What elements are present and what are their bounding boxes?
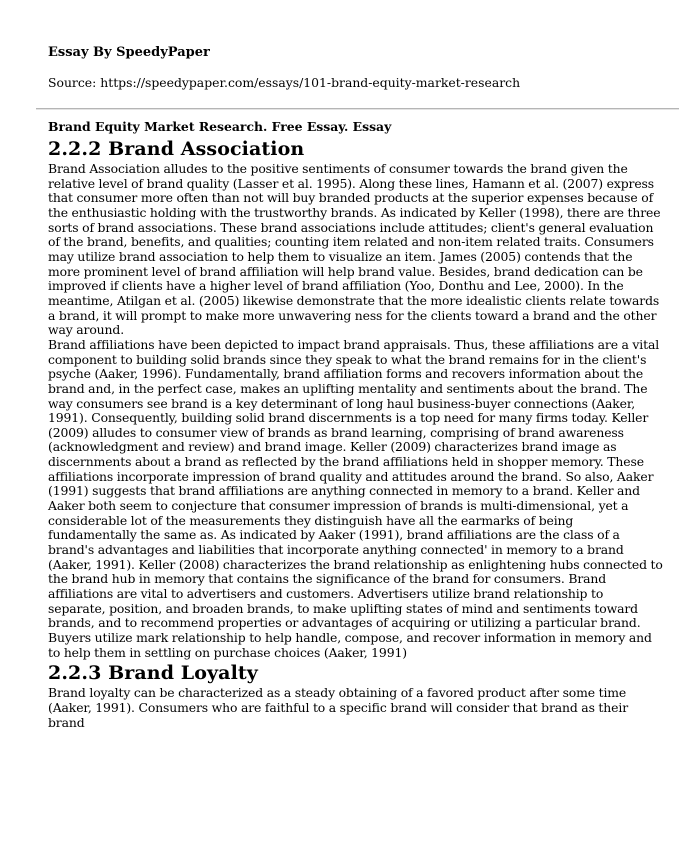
paragraph-brand-loyalty-1: Brand loyalty can be characterized as a steady obtaining of a favored product after some time (Aaker, 1991). Consumers who are faithful to a specific brand will consider that brand as their brand: [48, 685, 629, 730]
essay-content: [48, 118, 664, 730]
document-title: Brand Equity Market Research. Free Essay. Essay: [48, 119, 392, 134]
paragraph-brand-association-1: Brand Association alludes to the positive sentiments of consumer towards the brand given the relative level of brand quality (Lasser et al. 1995). Along these lines, Hamann et al. (2007) express that consumer more often than not will buy branded products at the superior expenses because of the enthusiastic holding with the trustworthy brands. As indicated by Keller (1998), there are three sorts of brand associations. These brand associations include attitudes; client's general evaluation of the brand, benefits, and qualities; counting item related and non-item related traits. Consumers may utilize brand association to help them to visualize an item. James (2005) contends that the more prominent level of brand affiliation will help brand value. Besides, brand dedication can be improved if clients have a higher level of brand affiliation (Yoo, Donthu and Lee, 2000). In the meantime, Atilgan et al. (2005) likewise demonstrate that the more idealistic clients relate towards a brand, it will prompt to make more unwavering ness for the clients toward a brand and the other way around.: [48, 161, 661, 338]
site-title: Essay By SpeedyPaper: [48, 45, 210, 60]
section-heading-brand-association: 2.2.2 Brand Association: [48, 138, 305, 160]
section-heading-brand-loyalty: 2.2.3 Brand Loyalty: [48, 662, 258, 685]
page-header: [48, 44, 658, 92]
paragraph-brand-association-2: Brand affiliations have been depicted to impact brand appraisals. Thus, these affiliations are a vital component to building solid brands since they speak to what the brand remains for in the client's psyche (Aaker, 1996). Fundamentally, brand affiliation forms and recovers information about the brand and, in the perfect case, makes an uplifting mentality and sentiments about the brand. The way consumers see brand is a key determinant of long haul business-buyer connections (Aaker, 1991). Consequently, building solid brand discernments is a top need for many firms today. Keller (2009) alludes to consumer view of brands as brand learning, comprising of brand awareness (acknowledgment and review) and brand image. Keller (2009) characterizes brand image as discernments about a brand as reflected by the brand affiliations held in shopper memory. These affiliations incorporate impression of brand quality and attitudes around the brand. So also, Aaker (1991) suggests that brand affiliations are anything connected in memory to a brand. Keller and Aaker both seem to conjecture that consumer impression of brands is multi-dimensional, yet a considerable lot of the measurements they distinguish have all the earmarks of being fundamentally the same as. As indicated by Aaker (1991), brand affiliations are the class of a brand's advantages and liabilities that incorporate anything connected' in memory to a brand (Aaker, 1991). Keller (2008) characterizes the brand relationship as enlightening hubs connected to the brand hub in memory that contains the significance of the brand for consumers. Brand affiliations are vital to advertisers and customers. Advertisers utilize brand relationship to separate, position, and broaden brands, to make uplifting states of mind and sentiments toward brands, and to recommend properties or advantages of acquiring or utilizing a particular brand. Buyers utilize mark relationship to help handle, compose, and recover information in memory and to help them in settling on purchase choices (Aaker, 1991): [48, 336, 663, 660]
header-divider: [36, 108, 679, 110]
source-line: Source: https://speedypaper.com/essays/101-brand-equity-market-research: [48, 75, 521, 90]
